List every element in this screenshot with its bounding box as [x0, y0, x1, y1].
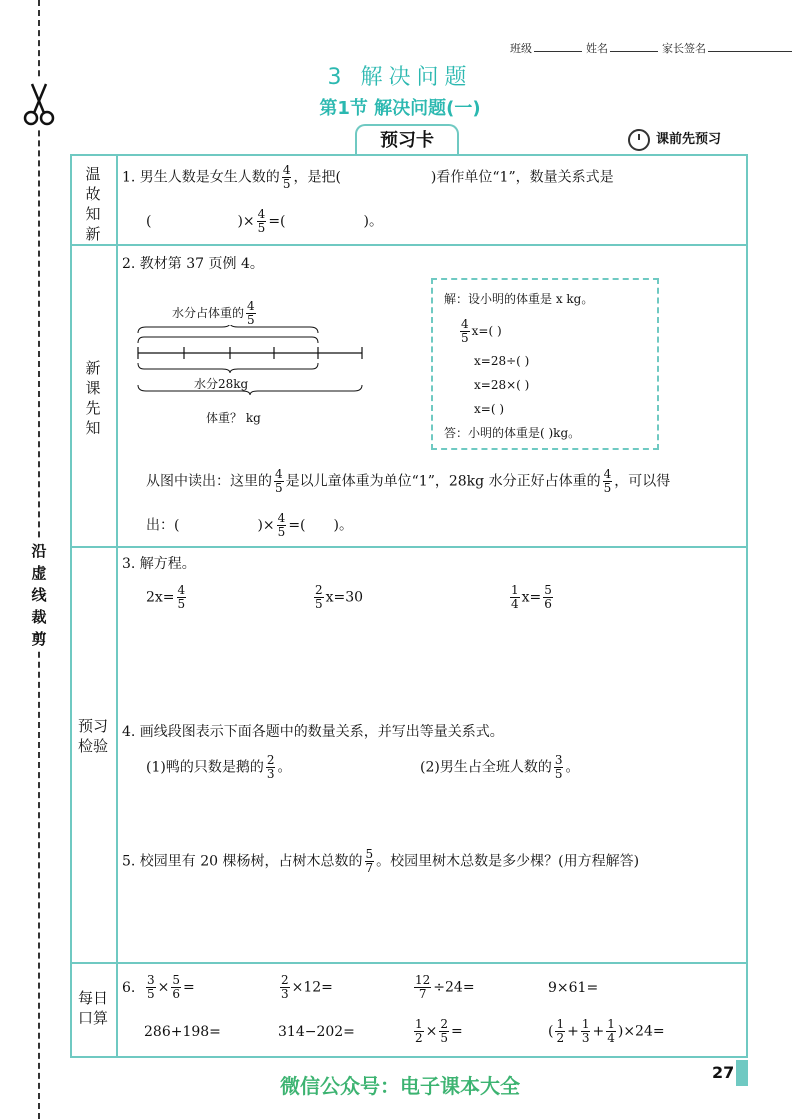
mental-calc: $\frac{1}{2}$ × $\frac{2}{5}$ =: [415, 1017, 463, 1045]
class-blank[interactable]: [534, 51, 582, 52]
fraction: $\frac{1}{3}$: [581, 1017, 590, 1045]
solution-line: 答：小明的体重是( )kg。: [444, 426, 581, 440]
fraction: $\frac{1}{4}$: [607, 1017, 615, 1045]
name-blank[interactable]: [610, 51, 658, 52]
mental-calc: $\frac{3}{5}$ × $\frac{5}{6}$ =: [147, 973, 195, 1001]
student-info: [510, 40, 796, 56]
solution-line: x=28÷( ): [474, 354, 530, 368]
solution-line: x=28×( ): [474, 378, 530, 392]
diagram-top-label: 水分占体重的 $\frac{4}{5}$: [172, 299, 255, 327]
fraction: $\frac{4}{5}$: [177, 583, 186, 611]
mental-calc: 9×61=: [548, 980, 599, 996]
question-1-line1: 1. 男生人数是女生人数的 $\frac{4}{5}$ ，是把( )看作单位“1”，数量关系式是: [122, 163, 614, 191]
question-3-title: 3. 解方程。: [122, 556, 196, 572]
fraction: $\frac{3}{5}$: [554, 753, 563, 781]
name-label: 姓名: [586, 42, 608, 55]
mental-calc: $\frac{12}{7}$ ÷24=: [415, 973, 475, 1001]
clock-icon: [628, 129, 650, 151]
diagram-weight-label: 体重？ kg: [206, 411, 261, 425]
label-column-divider: [116, 154, 118, 1058]
parent-label: 家长签名: [662, 42, 706, 55]
fraction: $\frac{2}{3}$: [281, 973, 289, 1001]
diagram-water-label: 水分28kg: [194, 377, 249, 391]
section-label-daily: 每日口算: [77, 989, 108, 1027]
preview-tag: 课前先预习: [628, 128, 721, 151]
segment-diagram: [134, 325, 370, 405]
section-label-learn: 新课先知: [85, 359, 101, 437]
section-title: 第1节 解决问题(一): [319, 98, 481, 119]
row-divider: [70, 546, 748, 548]
fraction: $\frac{1}{2}$: [415, 1017, 423, 1045]
solution-line: 解：设小明的体重是 x kg。: [444, 292, 594, 306]
fraction: $\frac{2}{5}$: [315, 583, 323, 611]
question-4-part1: (1)鸭的只数是鹅的 $\frac{2}{3}$ 。: [146, 753, 292, 781]
page-number: 27: [712, 1063, 735, 1082]
mental-calc: ( $\frac{1}{2}$ + $\frac{1}{3}$ + $\frac{1}{4}$ )×24=: [548, 1017, 665, 1045]
card-title: 预习卡: [355, 124, 459, 156]
mental-calc: 286+198=: [144, 1024, 221, 1040]
equation-2: $\frac{2}{5}$ x=30: [315, 583, 364, 611]
question-1-line2: ( )× $\frac{4}{5}$ =( )。: [146, 207, 383, 235]
fraction: $\frac{4}{5}$: [247, 299, 255, 327]
question-2-title: 2. 教材第 37 页例 4。: [122, 256, 264, 272]
chapter-title: 3 解决问题: [327, 65, 473, 90]
fraction: $\frac{4}{5}$: [257, 207, 266, 235]
solution-line: $\frac{4}{5}$ x=( ): [461, 317, 502, 345]
fraction: $\frac{4}{5}$: [282, 163, 291, 191]
fraction: $\frac{1}{4}$: [511, 583, 519, 611]
reading-line1: 从图中读出：这里的 $\frac{4}{5}$ 是以儿童体重为单位“1”，28kg 水分正好占体重的 $\frac{4}{5}$ ，可以得: [146, 467, 671, 495]
solution-line: x=( ): [474, 402, 504, 416]
fraction: $\frac{2}{5}$: [440, 1017, 449, 1045]
section-label-review: 温故知新: [85, 165, 101, 243]
cut-instruction: 沿虚线裁剪: [28, 540, 50, 650]
question-5: 5. 校园里有 20 棵杨树，占树木总数的 $\frac{5}{7}$ 。校园里树木总数是多少棵？(用方程解答): [122, 847, 640, 875]
fraction: $\frac{4}{5}$: [275, 467, 283, 495]
question-6-number: 6.: [122, 980, 136, 996]
fraction: $\frac{1}{2}$: [556, 1017, 565, 1045]
fraction: $\frac{5}{7}$: [365, 847, 374, 875]
class-label: 班级: [510, 42, 532, 55]
fraction: $\frac{2}{3}$: [266, 753, 275, 781]
section-label-check: 预习检验: [77, 717, 108, 755]
fraction: $\frac{12}{7}$: [415, 973, 431, 1001]
fraction: $\frac{4}{5}$: [603, 467, 612, 495]
mental-calc: 314−202=: [278, 1024, 355, 1040]
row-divider: [70, 962, 748, 964]
equation-1: 2x= $\frac{4}{5}$: [146, 583, 186, 611]
fraction: $\frac{5}{6}$: [172, 973, 181, 1001]
question-4-part2: (2)男生占全班人数的 $\frac{3}{5}$ 。: [420, 753, 580, 781]
page-tab: [736, 1060, 748, 1086]
fraction: $\frac{4}{5}$: [461, 317, 469, 345]
mental-calc: $\frac{2}{3}$ ×12=: [281, 973, 333, 1001]
row-divider: [70, 244, 748, 246]
fraction: $\frac{4}{5}$: [277, 511, 286, 539]
parent-blank[interactable]: [708, 51, 792, 52]
equation-3: $\frac{1}{4}$ x= $\frac{5}{6}$: [511, 583, 552, 611]
fraction: $\frac{5}{6}$: [544, 583, 552, 611]
fraction: $\frac{3}{5}$: [147, 973, 155, 1001]
question-4-title: 4. 画线段图表示下面各题中的数量关系，并写出等量关系式。: [122, 724, 504, 740]
reading-line2: 出：( )× $\frac{4}{5}$ =( )。: [146, 511, 353, 539]
wechat-footer: 微信公众号：电子课本大全: [280, 1074, 520, 1098]
